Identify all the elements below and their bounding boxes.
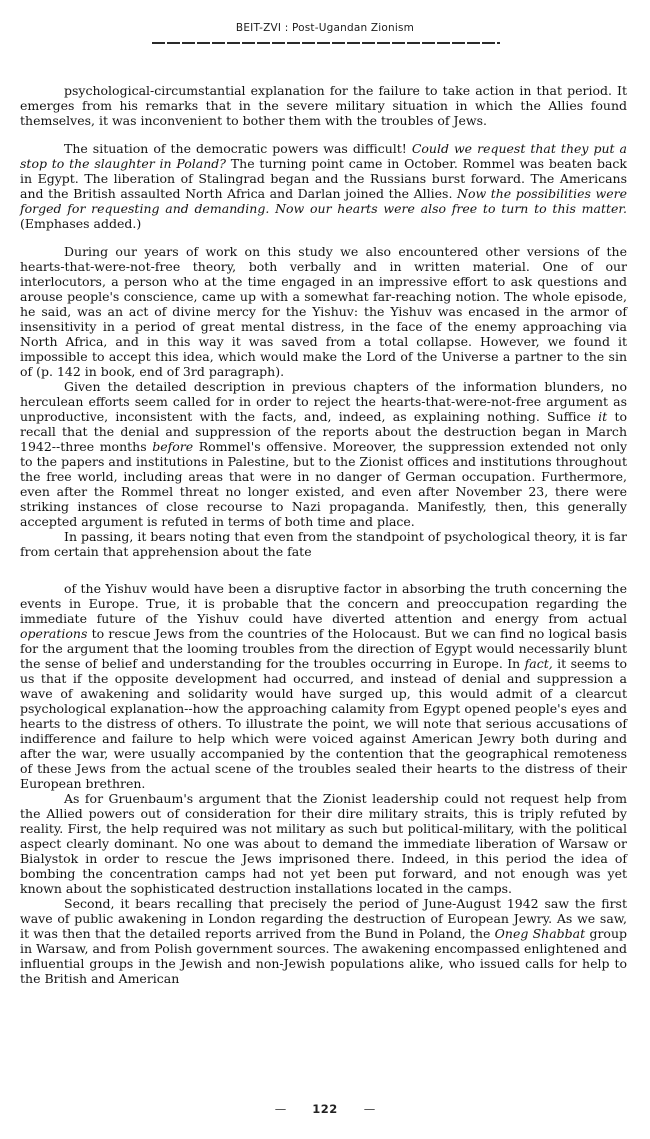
body-text-segment: to recall that the denial and suppression of the reports about the destruction began in March 1942--three months <box>20 409 627 454</box>
body-text-segment: The turning point came in October. Rommel was beaten back in Egypt. The liberation of Stalingrad began and the Russians burst forward. The Americans and the British assaulted North Africa and Darlan joined the Allies. <box>20 156 627 201</box>
body-text-segment: Second, it bears recalling that precisely the period of June-August 1942 saw the first wave of public awakening in London regarding the destruction of European Jewry. As we saw, it was then that the detailed reports arrived from the Bund in Poland, the <box>20 896 627 941</box>
paragraph <box>20 581 627 791</box>
running-head-dash-rule <box>152 42 500 44</box>
page-number: 122 <box>312 1102 338 1116</box>
body-text-segment: As for Gruenbaum's argument that the Zionist leadership could not request help from the Allied powers out of consideration for their dire military straits, this is triply refuted by reality. First, the help required was not military as such but political-military, with the political aspect clearly dominant. No one was about to demand the immediate liberation of Warsaw or Bialystok in order to rescue the Jews imprisoned there. Indeed, in this period the idea of bombing the concentration camps had not yet been put forward, and not enough was yet known about the sophisticated destruction installations located in the camps. <box>20 791 627 896</box>
body-text-segment: During our years of work on this study we also encountered other versions of the hearts-that-were-not-free theory, both verbally and in written material. One of our interlocutors, a person who at the time engaged in an impressive effort to ask questions and arouse people's conscience, came up with a somewhat far-reaching notion. The whole episode, he said, was an act of divine mercy for the Yishuv: the Yishuv was encased in the armor of insensitivity in a period of great mental distress, in the face of the enemy approaching via North Africa, and in this way it was saved from a total collapse. However, we found it impossible to accept this idea, which would make the Lord of the Universe a partner to the sin of (p. 142 in book, end of 3rd paragraph). <box>20 244 627 379</box>
footer-right-dash: — <box>363 1102 376 1116</box>
body-text-segment: In passing, it bears noting that even from the standpoint of psychological theory, it is far from certain that apprehension about the fate <box>20 529 627 559</box>
emphasized-text: operations <box>20 626 88 641</box>
emphasized-text: Could we request that they put a stop to the slaughter in Poland? <box>20 141 628 171</box>
body-text-segment: Given the detailed description in previous chapters of the information blunders, no herculean efforts seem called for in order to reject the hearts-that-were-not-free argument as unproductive, inconsistent with the facts, and, indeed, as explaining nothing. Suffice <box>20 379 627 424</box>
running-head-title: BEIT-ZVI : Post-Ugandan Zionism <box>235 22 415 34</box>
paragraph <box>20 791 627 896</box>
emphasized-text: fact, <box>524 656 553 671</box>
emphasized-text: it <box>598 409 608 424</box>
paragraph <box>20 83 627 128</box>
body-text-segment: (Emphases added.) <box>20 216 142 231</box>
paragraph <box>20 244 627 379</box>
body-text-segment: group in Warsaw, and from Polish government sources. The awakening encompassed enlightened and influential groups in the Jewish and non-Jewish populations alike, who issued calls for help to the British and American <box>20 926 628 986</box>
body-text-segment: to rescue Jews from the countries of the Holocaust. But we can find no logical basis for the argument that the looming troubles from the direction of Egypt would necessarily blunt the sense of belief and understanding for the troubles occurring in Europe. In <box>20 626 627 671</box>
paragraph <box>20 529 627 559</box>
page-body <box>20 83 627 986</box>
body-text-segment: Rommel's offensive. Moreover, the suppression extended not only to the papers and institutions in Palestine, but to the Zionist offices and institutions throughout the free world, including areas that were in no danger of German occupation. Furthermore, even after the Rommel threat no longer existed, and even after November 23, there were striking instances of close recourse to Nazi propaganda. Manifestly, then, this generally accepted argument is refuted in terms of both time and place. <box>20 439 628 529</box>
page-footer <box>0 1102 650 1116</box>
paragraph <box>20 896 627 986</box>
body-text-segment: The situation of the democratic powers was difficult! <box>64 141 412 156</box>
emphasized-text: Oneg Shabbat <box>494 926 586 941</box>
paragraph <box>20 141 627 231</box>
footer-left-dash: — <box>274 1102 287 1116</box>
body-text-segment: it seems to us that if the opposite development had occurred, and instead of denial and suppression a wave of awakening and solidarity would have surged up, this would admit of a clearcut psychological explanation--how the approaching calamity from Egypt opened people's eyes and hearts to the distress of others. To illustrate the point, we will note that serious accusations of indifference and failure to help which were voiced against American Jewry both during and after the war, were usually accompanied by the contention that the geographical remoteness of these Jews from the actual scene of the troubles sealed their hearts to the distress of their European brethren. <box>20 656 628 791</box>
body-text-segment: of the Yishuv would have been a disruptive factor in absorbing the truth concerning the events in Europe. True, it is probable that the concern and preoccupation regarding the immediate future of the Yishuv could have diverted attention and energy from actual <box>20 581 627 626</box>
body-text-segment: psychological-circumstantial explanation for the failure to take action in that period. It emerges from his remarks that in the severe military situation in which the Allies found themselves, it was inconvenient to bother them with the troubles of Jews. <box>20 83 627 128</box>
paragraph <box>20 379 627 529</box>
emphasized-text: before <box>152 439 194 454</box>
emphasized-text: Now the possibilities were forged for requesting and demanding. Now our hearts were also free to turn to this matter. <box>20 186 627 216</box>
